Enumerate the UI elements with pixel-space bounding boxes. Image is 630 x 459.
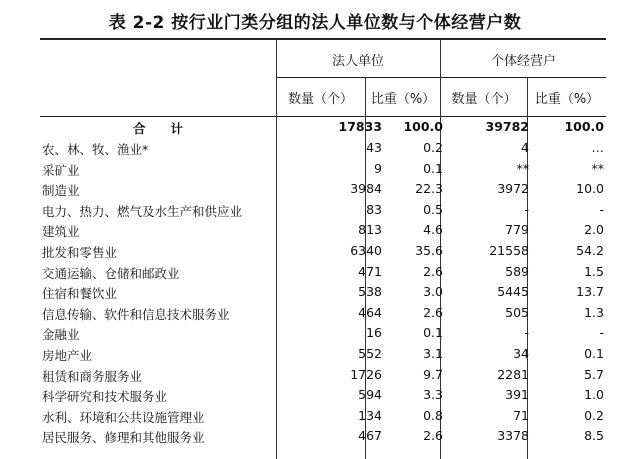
- household-ratio: -: [599, 325, 604, 341]
- total-count-1: 17833: [338, 119, 382, 134]
- legal-unit-count: 9: [374, 160, 382, 176]
- legal-unit-count: 134: [358, 407, 382, 423]
- table-row: [40, 365, 606, 386]
- legal-unit-count: 3984: [350, 181, 382, 197]
- legal-unit-ratio: 2.6: [423, 428, 443, 444]
- industry-name: 居民服务、修理和其他服务业: [42, 430, 205, 446]
- household-count: 4: [521, 140, 529, 155]
- household-count: 391: [505, 387, 529, 403]
- header-ratio-2: 比重（%）: [534, 92, 600, 107]
- table-row: [40, 282, 606, 303]
- household-count: -: [524, 201, 529, 217]
- top-rule: [40, 38, 606, 40]
- legal-unit-ratio: 35.6: [415, 243, 443, 258]
- household-count: 3378: [497, 428, 529, 444]
- total-label: 合 计: [132, 121, 183, 136]
- household-ratio: **: [591, 160, 604, 176]
- legal-unit-ratio: 0.2: [423, 140, 443, 155]
- legal-unit-ratio: 0.1: [423, 325, 443, 341]
- legal-unit-count: 83: [366, 201, 382, 217]
- legal-unit-count: 552: [358, 346, 382, 361]
- industry-name: 制造业: [42, 183, 80, 199]
- household-count: **: [516, 160, 529, 176]
- table-row: [40, 262, 606, 283]
- legal-unit-count: 813: [358, 222, 382, 238]
- industry-name: 水利、环境和公共设施管理业: [42, 409, 205, 425]
- household-count: 2281: [497, 366, 529, 382]
- header-individual-households: 个体经营户: [490, 54, 556, 69]
- header-ratio-1: 比重（%）: [370, 92, 436, 107]
- household-ratio: 5.7: [584, 366, 604, 382]
- total-ratio-2: 100.0: [564, 119, 604, 134]
- legal-unit-ratio: 3.0: [423, 284, 443, 300]
- industry-name: 租赁和商务服务业: [42, 368, 143, 384]
- household-ratio: 54.2: [576, 243, 604, 258]
- legal-unit-count: 471: [358, 263, 382, 279]
- industry-name: 采矿业: [42, 162, 80, 178]
- household-ratio: 0.2: [584, 407, 604, 423]
- industry-name: 交通运输、仓储和邮政业: [42, 265, 180, 281]
- legal-unit-count: 464: [358, 304, 382, 320]
- household-count: 779: [505, 222, 529, 238]
- industry-name: 农、林、牧、渔业*: [42, 142, 149, 157]
- header-legal-units: 法人单位: [331, 54, 384, 69]
- table-row: [40, 385, 606, 406]
- header-count-1: 数量（个）: [287, 92, 353, 107]
- household-ratio: 10.0: [576, 181, 604, 197]
- legal-unit-count: 1726: [350, 366, 382, 382]
- household-ratio: 1.0: [584, 387, 604, 403]
- table-row: [40, 179, 606, 200]
- legal-unit-ratio: 2.6: [423, 304, 443, 320]
- household-count: 5445: [497, 284, 529, 300]
- industry-name: 电力、热力、燃气及水生产和供应业: [42, 203, 243, 219]
- industry-name: 信息传输、软件和信息技术服务业: [42, 306, 230, 322]
- legal-unit-ratio: 4.6: [423, 222, 443, 238]
- legal-unit-count: 467: [358, 428, 382, 444]
- household-ratio: 13.7: [576, 284, 604, 300]
- household-count: 3972: [497, 181, 529, 197]
- table-row: [40, 303, 606, 324]
- household-count: 34: [513, 346, 529, 361]
- household-ratio: 1.3: [584, 304, 604, 320]
- household-count: 71: [513, 407, 529, 423]
- household-ratio: 2.0: [584, 222, 604, 238]
- group-rule-2: [441, 77, 606, 78]
- industry-name: 科学研究和技术服务业: [42, 389, 168, 405]
- household-count: -: [524, 325, 529, 341]
- household-ratio: 1.5: [584, 263, 604, 279]
- total-row: [40, 117, 606, 138]
- legal-unit-ratio: 9.7: [423, 366, 443, 382]
- household-ratio: 0.1: [584, 346, 604, 361]
- household-count: 21558: [489, 243, 529, 258]
- data-table: [40, 38, 606, 459]
- table-row: [40, 241, 606, 262]
- household-ratio: -: [599, 201, 604, 217]
- table-row: [40, 323, 606, 344]
- table-title: 表 2-2 按行业门类分组的法人单位数与个体经营户数: [108, 13, 522, 33]
- industry-name: 房地产业: [42, 348, 93, 363]
- table-row: [40, 406, 606, 427]
- table-row: [40, 344, 606, 365]
- total-count-2: 39782: [485, 119, 529, 134]
- household-ratio: …: [591, 140, 604, 155]
- household-count: 589: [505, 263, 529, 279]
- table-row: [40, 159, 606, 180]
- header-count-2: 数量（个）: [451, 92, 517, 107]
- industry-name: 住宿和餐饮业: [42, 286, 118, 302]
- legal-unit-ratio: 0.1: [423, 160, 443, 176]
- legal-unit-ratio: 3.3: [423, 387, 443, 403]
- table-row: [40, 138, 606, 159]
- legal-unit-count: 594: [358, 387, 382, 403]
- legal-unit-ratio: 2.6: [423, 263, 443, 279]
- legal-unit-ratio: 0.8: [423, 407, 443, 423]
- table-row: [40, 200, 606, 221]
- legal-unit-ratio: 3.1: [423, 346, 443, 361]
- legal-unit-count: 43: [366, 140, 382, 155]
- household-count: 505: [505, 304, 529, 320]
- legal-unit-ratio: 22.3: [415, 181, 443, 197]
- legal-unit-count: 6340: [350, 243, 382, 258]
- total-ratio-1: 100.0: [403, 119, 443, 134]
- industry-name: 建筑业: [42, 224, 80, 240]
- industry-name: 批发和零售业: [42, 245, 118, 260]
- table-row: [40, 426, 606, 447]
- legal-unit-ratio: 0.5: [423, 201, 443, 217]
- group-rule-1: [276, 77, 440, 78]
- legal-unit-count: 16: [366, 325, 382, 341]
- industry-name: 金融业: [42, 327, 80, 343]
- household-ratio: 8.5: [584, 428, 604, 444]
- legal-unit-count: 538: [358, 284, 382, 300]
- table-row: [40, 220, 606, 241]
